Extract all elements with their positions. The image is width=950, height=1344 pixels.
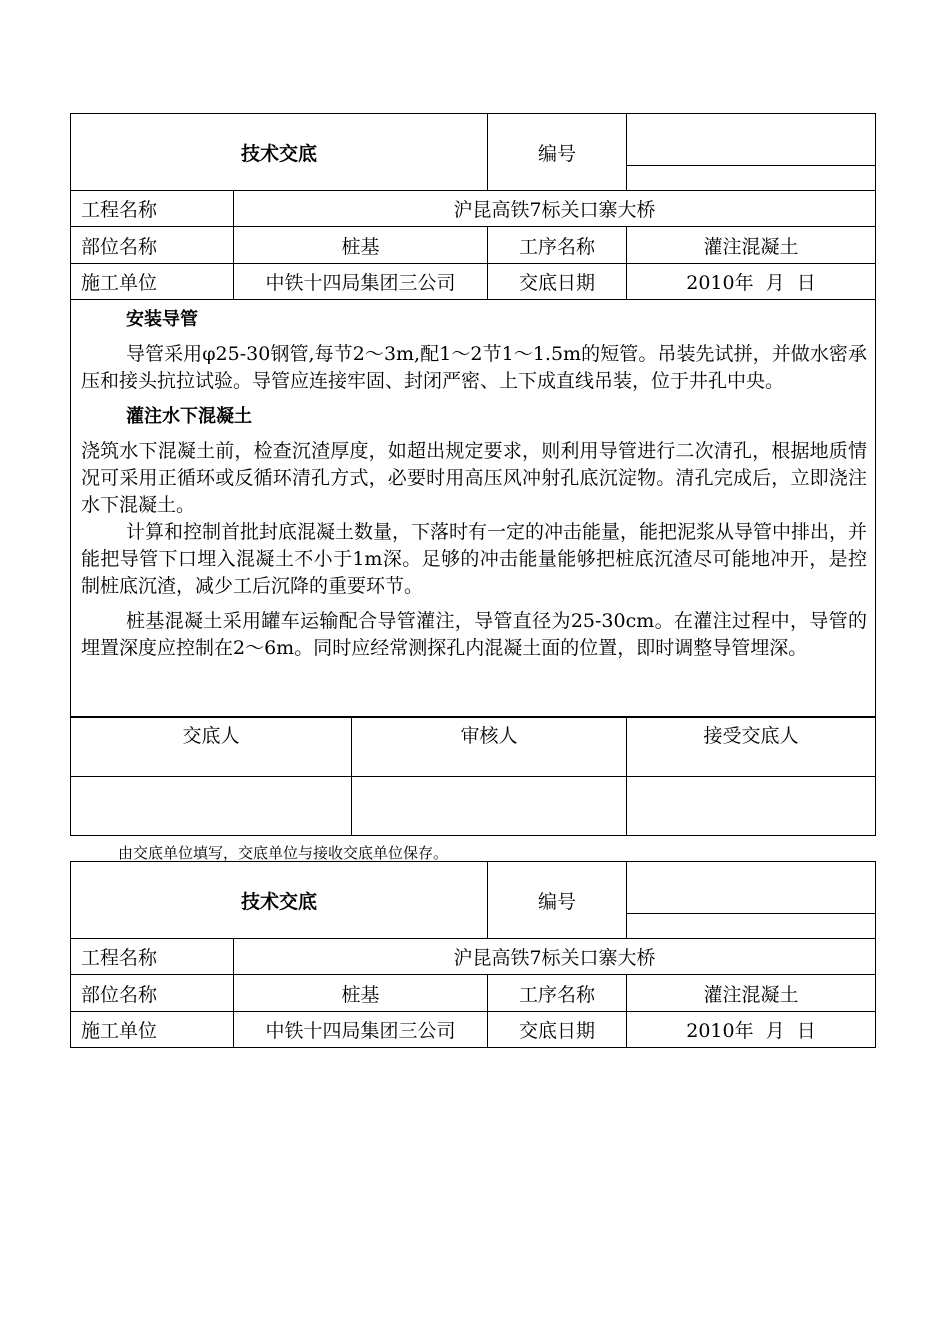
date-label: 交底日期 [488, 264, 627, 300]
date-value: 2010年 月 日 [627, 1012, 876, 1048]
project-value: 沪昆高铁7标关口寨大桥 [234, 939, 876, 975]
process-label: 工序名称 [488, 227, 627, 264]
part-label: 部位名称 [71, 975, 234, 1012]
project-value: 沪昆高铁7标关口寨大桥 [234, 191, 876, 227]
paragraph-pre-pour-check: 浇筑水下混凝土前，检查沉渣厚度，如超出规定要求，则利用导管进行二次清孔，根据地质情况可采用正循环或反循环清孔方式，必要时用高压风冲射孔底沉淀物。清孔完成后，立即浇注水下混凝土。 [81, 440, 867, 516]
receiver-label: 接受交底人 [627, 717, 876, 777]
receiver-signature-field[interactable] [627, 777, 876, 836]
section-heading-pour-concrete: 灌注水下混凝土 [126, 406, 252, 427]
reviewer-label: 审核人 [352, 717, 627, 777]
unit-value: 中铁十四局集团三公司 [234, 264, 488, 300]
date-label: 交底日期 [488, 1012, 627, 1048]
project-label: 工程名称 [71, 939, 234, 975]
number-cell[interactable] [627, 862, 876, 939]
number-cell[interactable] [627, 114, 876, 191]
form-title: 技术交底 [71, 862, 488, 939]
signature-table [70, 716, 876, 836]
unit-label: 施工单位 [71, 1012, 234, 1048]
date-value: 2010年 月 日 [627, 264, 876, 300]
part-value: 桩基 [234, 227, 488, 264]
footnote: 由交底单位填写，交底单位与接收交底单位保存。 [118, 844, 449, 862]
process-value: 灌注混凝土 [627, 975, 876, 1012]
discloser-label: 交底人 [71, 717, 352, 777]
process-value: 灌注混凝土 [627, 227, 876, 264]
technical-disclosure-form-2 [70, 861, 876, 1048]
part-value: 桩基 [234, 975, 488, 1012]
technical-disclosure-form-1 [70, 113, 876, 718]
form-title: 技术交底 [71, 114, 488, 191]
section-heading-install-pipe: 安装导管 [126, 309, 198, 330]
unit-value: 中铁十四局集团三公司 [234, 1012, 488, 1048]
paragraph-pile-concrete: 桩基混凝土采用罐车运输配合导管灌注，导管直径为25-30cm。在灌注过程中，导管的埋置深度应控制在2～6m。同时应经常测探孔内混凝土面的位置，即时调整导管埋深。 [81, 610, 867, 659]
reviewer-signature-field[interactable] [352, 777, 627, 836]
paragraph-initial-batch: 计算和控制首批封底混凝土数量，下落时有一定的冲击能量，能把泥浆从导管中排出，并能把导管下口埋入混凝土不小于1m深。足够的冲击能量能够把桩底沉渣尽可能地冲开，是控制桩底沉渣，减少工后沉降的重要环节。 [81, 521, 868, 597]
project-label: 工程名称 [71, 191, 234, 227]
discloser-signature-field[interactable] [71, 777, 352, 836]
part-label: 部位名称 [71, 227, 234, 264]
disclosure-content [71, 300, 876, 718]
number-label: 编号 [488, 862, 627, 939]
number-label: 编号 [488, 114, 627, 191]
paragraph-install-pipe: 导管采用φ25-30钢管,每节2～3m,配1～2节1～1.5m的短管。吊装先试拼，并做水密承压和接头抗拉试验。导管应连接牢固、封闭严密、上下成直线吊装，位于井孔中央。 [81, 343, 867, 392]
unit-label: 施工单位 [71, 264, 234, 300]
process-label: 工序名称 [488, 975, 627, 1012]
